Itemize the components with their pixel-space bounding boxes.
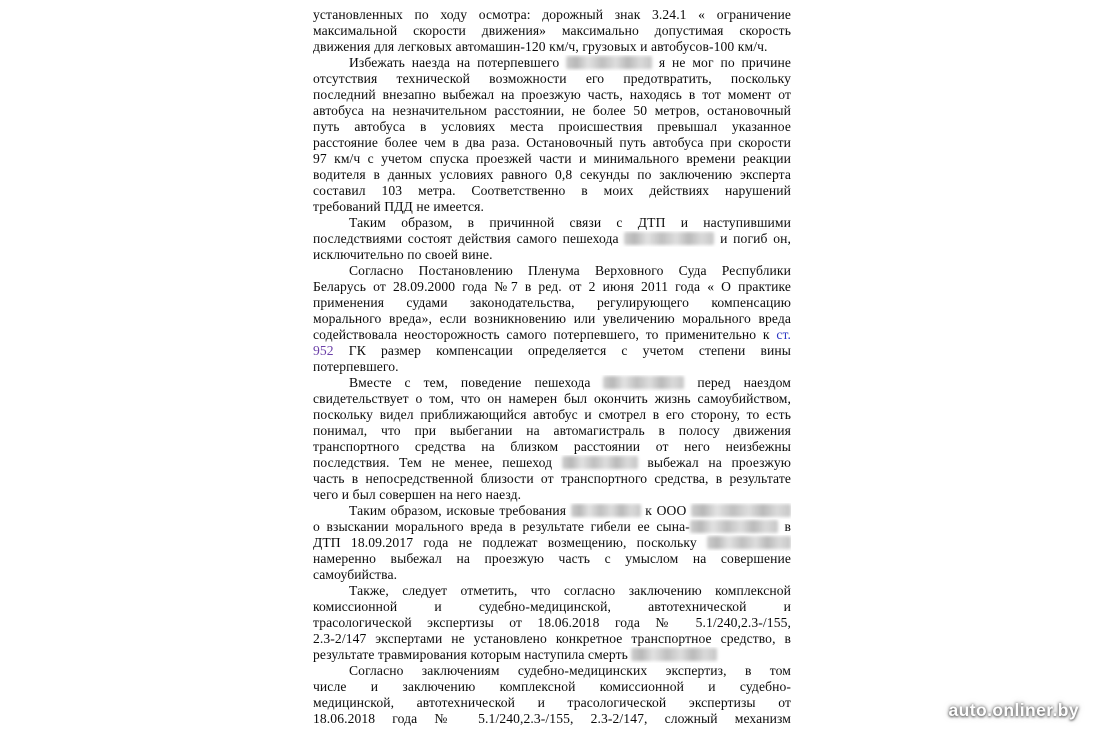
text-line	[313, 263, 791, 279]
text-line	[313, 439, 791, 455]
text-run: перед наездом	[684, 375, 791, 390]
text-run: последствия. Тем не менее, пешеход	[313, 455, 562, 470]
text-line	[313, 455, 791, 471]
text-run: поскольку видел приближающийся автобус и смотрел в его сторону, то есть	[313, 407, 791, 422]
text-run: содействовала неосторожность самого потерпевшего, то применительно к	[313, 327, 777, 342]
text-line	[313, 55, 791, 71]
redacted-name	[691, 504, 791, 517]
redacted-name	[562, 456, 638, 469]
text-run: Таким образом, исковые требования	[349, 503, 571, 518]
text-line	[313, 647, 791, 663]
text-run: максимальной скорости движения» максимально допустимая скорость	[313, 23, 791, 38]
text-run: последствиями состоят действия самого пешехода	[313, 231, 625, 246]
text-run: числе и заключению комплексной комиссионной и судебно-	[313, 679, 791, 694]
text-run: понимал, что при выбегании на автомагистраль в полосу движения	[313, 423, 791, 438]
text-run: Вместе с тем, поведение пешехода	[349, 375, 604, 390]
text-line	[313, 295, 791, 311]
paragraph	[313, 375, 791, 503]
text-line	[313, 375, 791, 391]
text-line	[313, 151, 791, 167]
text-run: применения судами законодательства, регулирующего компенсацию	[313, 295, 791, 310]
text-run: путь автобуса в условиях места происшествия превышал указанное	[313, 119, 791, 134]
text-run: морального вреда», если возникновению или увеличению морального вреда	[313, 311, 791, 326]
text-run: 18.06.2018 года № 5.1/240,2.3-/155, 2.3-2/147, сложный механизм	[313, 711, 791, 726]
text-line	[313, 7, 791, 23]
text-line	[313, 343, 791, 359]
paragraph	[313, 55, 791, 215]
paragraph	[313, 263, 791, 375]
text-run: составил 103 метра. Соответственно в моих действиях нарушений	[313, 183, 791, 198]
text-run: результате травмирования которым наступила смерть	[313, 647, 632, 662]
text-line	[313, 215, 791, 231]
text-line	[313, 183, 791, 199]
text-run: потерпевшего.	[313, 359, 399, 374]
text-run: и погиб он,	[714, 231, 791, 246]
text-run: ГК размер компенсации определяется с учетом степени вины	[333, 343, 791, 358]
text-line	[313, 327, 791, 343]
text-run: я не мог по причине	[652, 55, 791, 70]
redacted-name	[707, 536, 791, 549]
text-run: Таким образом, в причинной связи с ДТП и наступившими	[349, 215, 791, 230]
text-run: Беларусь от 28.09.2000 года №7 в ред. от 2 июня 2011 года « О практике	[313, 279, 791, 294]
text-line	[313, 663, 791, 679]
text-run: 2.3-2/147 экспертами не установлено конкретное транспортное средство, в	[313, 631, 791, 646]
paragraph	[313, 663, 791, 727]
text-line	[313, 119, 791, 135]
text-line	[313, 167, 791, 183]
text-line	[313, 519, 791, 535]
text-line	[313, 359, 791, 375]
text-run: 97 км/ч с учетом спуска проезжей части и минимального времени реакции	[313, 151, 791, 166]
text-line	[313, 423, 791, 439]
text-run: намеренно выбежал на проезжую часть с умыслом на совершение	[313, 551, 791, 566]
text-run: часть в непосредственной близости от транспортного средства, в результате	[313, 471, 791, 486]
text-run: требований ПДД не имеется.	[313, 199, 484, 214]
text-run: автобуса на незначительном расстоянии, не более 50 метров, остановочный	[313, 103, 791, 118]
redacted-name	[690, 520, 778, 533]
text-run: чего и был совершен на него наезд.	[313, 487, 522, 502]
text-line	[313, 103, 791, 119]
text-line	[313, 279, 791, 295]
text-run: трасологической экспертизы от 18.06.2018 года № 5.1/240,2.3-/155,	[313, 615, 791, 630]
text-line	[313, 39, 791, 55]
text-line	[313, 391, 791, 407]
text-line	[313, 711, 791, 727]
text-run: Также, следует отметить, что согласно заключению комплексной	[349, 583, 791, 598]
document-text-column	[313, 7, 791, 727]
text-run: Согласно Постановлению Пленума Верховного Суда Республики	[349, 263, 791, 278]
text-run: Избежать наезда на потерпевшего	[349, 55, 567, 70]
text-line	[313, 231, 791, 247]
text-line	[313, 631, 791, 647]
text-run: комиссионной и судебно-медицинской, автотехнической и	[313, 599, 791, 614]
text-run: ДТП 18.09.2017 года не подлежат возмещению, поскольку	[313, 535, 707, 550]
text-run: установленных по ходу осмотра: дорожный знак 3.24.1 « ограничение	[313, 7, 791, 22]
paragraph	[313, 503, 791, 583]
text-line	[313, 487, 791, 503]
statute-952-link[interactable]: 952	[313, 343, 334, 358]
text-line	[313, 599, 791, 615]
text-line	[313, 695, 791, 711]
text-run: исключительно по своей вине.	[313, 247, 493, 262]
text-line	[313, 471, 791, 487]
text-line	[313, 679, 791, 695]
paragraph	[313, 7, 791, 55]
text-run: свидетельствует о том, что он намерен был окончить жизнь самоубийством,	[313, 391, 791, 406]
text-line	[313, 535, 791, 551]
text-line	[313, 551, 791, 567]
paragraph	[313, 583, 791, 663]
text-run: транспортного средства на близком расстоянии от него неизбежны	[313, 439, 791, 454]
text-run: медицинской, автотехнической и трасологической экспертизы от	[313, 695, 791, 710]
text-line	[313, 247, 791, 263]
text-run: движения для легковых автомашин-120 км/ч, грузовых и автобусов-100 км/ч.	[313, 39, 768, 54]
text-line	[313, 407, 791, 423]
text-line	[313, 583, 791, 599]
text-run: последний внезапно выбежал на проезжую часть, находясь в тот момент от	[313, 87, 791, 102]
text-line	[313, 71, 791, 87]
text-run: выбежал на проезжую	[637, 455, 791, 470]
redacted-name	[566, 56, 652, 69]
text-line	[313, 199, 791, 215]
statute-952-link[interactable]: ст.	[776, 327, 791, 342]
redacted-name	[571, 504, 641, 517]
text-line	[313, 23, 791, 39]
redacted-name	[624, 232, 714, 245]
text-line	[313, 567, 791, 583]
watermark: auto.onliner.by	[948, 700, 1079, 720]
text-line	[313, 87, 791, 103]
text-run: отсутствия технической возможности его предотвратить, поскольку	[313, 71, 791, 86]
text-run: в	[777, 519, 791, 534]
text-run: Согласно заключениям судебно-медицинских экспертиз, в том	[349, 663, 791, 678]
redacted-name	[631, 648, 717, 661]
text-line	[313, 615, 791, 631]
paragraph	[313, 215, 791, 263]
text-run: о взыскании морального вреда в результате гибели ее сына-	[313, 519, 690, 534]
text-run: расстояние более чем в два раза. Остановочный путь автобуса при скорости	[313, 135, 791, 150]
text-line	[313, 135, 791, 151]
text-run: водителя в данных условиях равного 0,8 секунды по заключению эксперта	[313, 167, 791, 182]
text-run: к ООО	[640, 503, 691, 518]
text-line	[313, 503, 791, 519]
text-run: самоубийства.	[313, 567, 398, 582]
text-line	[313, 311, 791, 327]
redacted-name	[603, 376, 684, 389]
